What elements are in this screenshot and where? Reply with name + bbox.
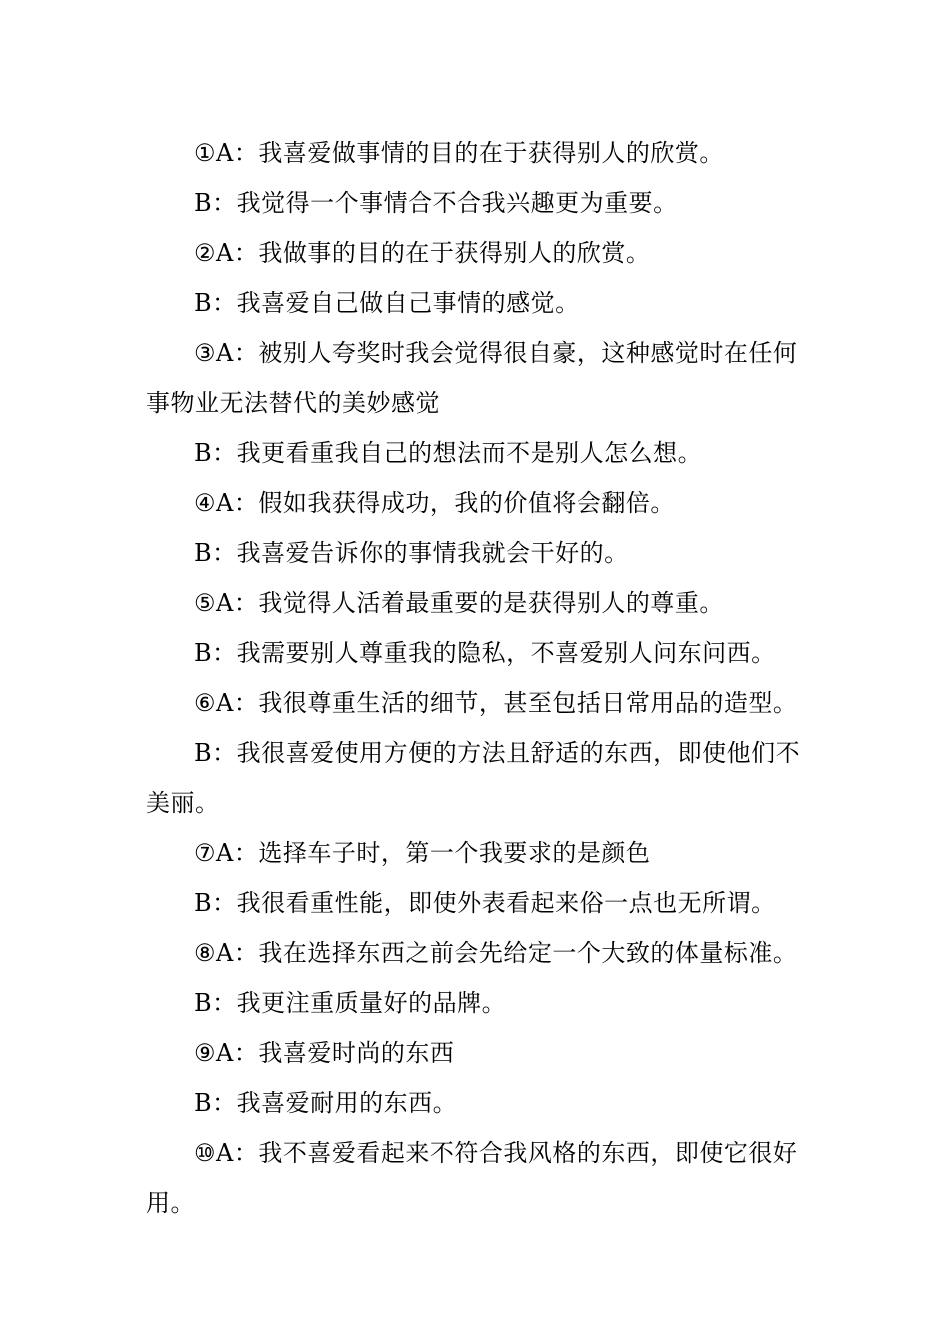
question-9-option-b: B：我喜爱耐用的东西。 [194,1089,458,1117]
question-3-option-a: ③A：被别人夸奖时我会觉得很自豪，这种感觉时在任何事物业无法替代的美妙感觉 [146,339,798,417]
question-5-option-b: B：我需要别人尊重我的隐私，不喜爱别人问东问西。 [194,639,776,667]
question-9-option-a: ⑨A：我喜爱时尚的东西 [194,1039,455,1067]
question-2-option-a: ②A：我做事的目的在于获得别人的欣赏。 [194,239,651,267]
question-7-option-b: B：我很看重性能，即使外表看起来俗一点也无所谓。 [194,889,776,917]
question-4-option-a: ④A：假如我获得成功，我的价值将会翻倍。 [194,489,675,517]
question-1-option-a: ①A：我喜爱做事情的目的在于获得别人的欣赏。 [194,139,724,167]
question-10-option-a: ⑩A：我不喜爱看起来不符合我风格的东西，即使它很好用。 [146,1139,798,1217]
question-8-option-a: ⑧A：我在选择东西之前会先给定一个大致的体量标准。 [194,939,798,967]
question-1-option-b: B：我觉得一个事情合不合我兴趣更为重要。 [194,189,678,217]
question-6-option-b: B：我很喜爱使用方便的方法且舒适的东西，即使他们不美丽。 [146,739,801,817]
question-6-option-a: ⑥A：我很尊重生活的细节，甚至包括日常用品的造型。 [194,689,798,717]
question-2-option-b: B：我喜爱自己做自己事情的感觉。 [194,289,580,317]
question-8-option-b: B：我更注重质量好的品牌。 [194,989,507,1017]
question-3-option-b: B：我更看重我自己的想法而不是别人怎么想。 [194,439,703,467]
question-4-option-b: B：我喜爱告诉你的事情我就会干好的。 [194,539,629,567]
document-page [146,128,810,1228]
question-7-option-a: ⑦A：选择车子时，第一个我要求的是颜色 [194,839,651,867]
question-5-option-a: ⑤A：我觉得人活着最重要的是获得别人的尊重。 [194,589,724,617]
